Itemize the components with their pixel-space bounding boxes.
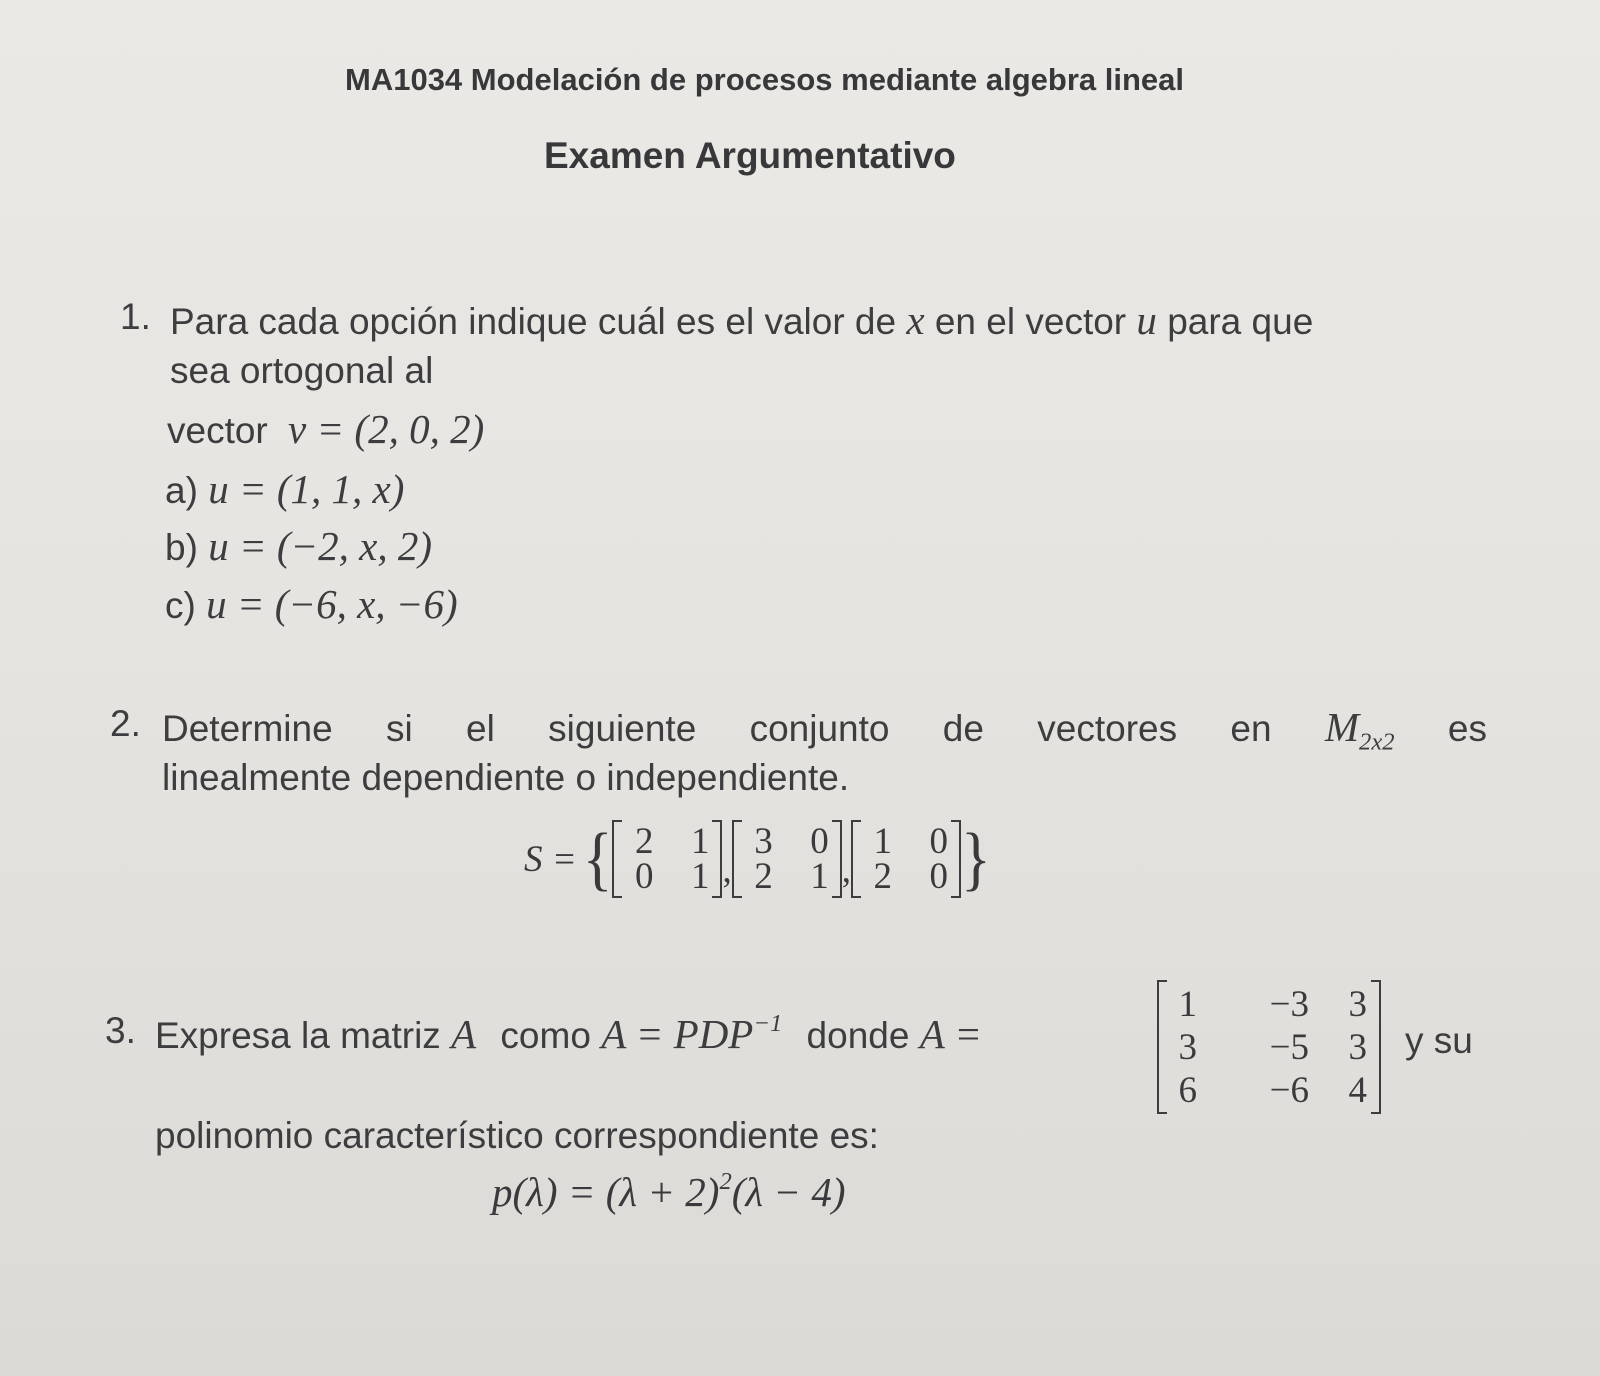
- q1-option-a: [165, 465, 404, 513]
- q2-word: el: [466, 708, 495, 749]
- matrix-cell: 3: [754, 821, 773, 862]
- matrix-cell: 2: [873, 856, 892, 897]
- q2-space: [1325, 703, 1395, 757]
- q3-var-A: A: [451, 1011, 477, 1058]
- characteristic-polynomial: [492, 1168, 846, 1216]
- q3-line-2: polinomio característico correspondiente es:: [155, 1115, 879, 1156]
- comma: ,: [841, 850, 851, 891]
- q2-word: Determine: [162, 708, 333, 749]
- q1-option-a-label: a): [165, 470, 198, 511]
- matrix-1-cells: [622, 821, 712, 897]
- q2-number: 2.: [110, 703, 141, 744]
- q1-option-b-label: b): [165, 527, 198, 568]
- bracket-left: [1157, 980, 1167, 1114]
- q1-line-1: [170, 296, 1313, 344]
- matrix-2-cells: [742, 821, 832, 897]
- poly-a: p(λ) = (λ + 2): [492, 1169, 720, 1216]
- matrix-cell: 1: [1178, 983, 1197, 1025]
- q3-text-a: Expresa la matriz: [155, 1015, 441, 1057]
- matrix-cell: 0: [634, 856, 654, 897]
- q1-text-b: en el vector: [934, 301, 1127, 342]
- matrix-cell: −5: [1269, 1026, 1309, 1068]
- q3-text-d: y su: [1405, 1020, 1473, 1061]
- q3-eq-a-exp: −1: [753, 1010, 783, 1037]
- q3-line-1: [155, 1010, 982, 1058]
- q2-word: si: [386, 708, 413, 749]
- q1-option-c-label: c): [165, 585, 196, 626]
- matrix-cell: 3: [1178, 1026, 1197, 1068]
- q2-space-M: M: [1324, 704, 1360, 750]
- matrix-cell: 3: [1348, 983, 1367, 1025]
- q2-word: en: [1230, 708, 1272, 749]
- course-title: MA1034 Modelación de procesos mediante algebra lineal: [345, 62, 1184, 97]
- bracket-left: [851, 820, 861, 898]
- q1-number: 1.: [120, 296, 151, 337]
- q3-eq-a-base: A = PDP: [601, 1011, 754, 1058]
- q2-word-es: es: [1447, 708, 1487, 749]
- matrix-cell: 2: [634, 821, 654, 862]
- q1-line-2: sea ortogonal al: [170, 350, 434, 391]
- matrix-a-wrap: [1157, 980, 1381, 1114]
- matrix-cell: 0: [929, 821, 948, 862]
- matrix-cell: 0: [929, 856, 948, 897]
- matrix-a: [1157, 980, 1381, 1114]
- set-s-label: S =: [524, 838, 577, 880]
- matrix-cell: 1: [690, 856, 710, 897]
- q1-option-c: [165, 580, 458, 628]
- q2-word: vectores: [1037, 708, 1178, 749]
- matrix-3-cells: [861, 821, 951, 897]
- q2-line-2: linealmente dependiente o independiente.: [162, 757, 850, 798]
- q1-option-b-expr: u = (−2, x, 2): [208, 523, 433, 569]
- q2-word: siguiente: [548, 708, 697, 749]
- q2-word: conjunto: [749, 708, 890, 749]
- q1-text-a: Para cada opción indique cuál es el valor de: [170, 301, 897, 342]
- q3-text-c: donde: [806, 1015, 910, 1057]
- q3-eq-a: [601, 1011, 782, 1057]
- matrix-cell: 1: [873, 821, 892, 862]
- matrix-cell: 2: [754, 856, 773, 897]
- matrix-cell: 6: [1178, 1069, 1197, 1111]
- poly-b: (λ − 4): [731, 1169, 846, 1216]
- matrix-2: [732, 820, 842, 898]
- q2-word: de: [942, 708, 984, 749]
- comma: ,: [722, 850, 732, 891]
- bracket-right: [712, 820, 722, 898]
- q3-number: 3.: [105, 1010, 136, 1051]
- q1-vector-v: v = (2, 0, 2): [288, 406, 485, 452]
- q2-line-1: [162, 703, 1487, 757]
- q1-text-c: para que: [1167, 301, 1314, 342]
- exam-title: Examen Argumentativo: [544, 135, 956, 176]
- matrix-1: [612, 820, 722, 898]
- q1-option-b: [165, 522, 432, 570]
- q1-option-c-expr: u = (−6, x, −6): [206, 581, 458, 627]
- set-s: [524, 820, 991, 898]
- matrix-a-cells: [1167, 983, 1371, 1112]
- poly-exp: 2: [719, 1168, 732, 1195]
- matrix-cell: 3: [1348, 1026, 1367, 1068]
- q1-vector-label: vector: [167, 410, 268, 451]
- right-brace: }: [960, 819, 991, 899]
- bracket-right: [951, 820, 961, 898]
- bracket-right: [832, 820, 842, 898]
- matrix-cell: 4: [1348, 1069, 1367, 1111]
- bracket-left: [612, 820, 622, 898]
- matrix-cell: 0: [810, 821, 829, 862]
- q1-option-a-expr: u = (1, 1, x): [208, 466, 405, 512]
- q1-var-u: u: [1136, 297, 1157, 343]
- bracket-right: [1371, 980, 1381, 1114]
- matrix-cell: 1: [810, 856, 829, 897]
- q2-space-sub: 2x2: [1359, 728, 1395, 756]
- matrix-3: [851, 820, 961, 898]
- q3-text-b: como: [500, 1015, 591, 1057]
- q3-eq-b: A =: [919, 1011, 982, 1058]
- q1-line-3: [167, 405, 484, 453]
- matrix-cell: −3: [1269, 983, 1309, 1025]
- bracket-left: [732, 820, 742, 898]
- left-brace: {: [582, 819, 613, 899]
- matrix-cell: 1: [690, 821, 710, 862]
- q1-var-x: x: [906, 297, 925, 343]
- matrix-cell: −6: [1269, 1069, 1309, 1111]
